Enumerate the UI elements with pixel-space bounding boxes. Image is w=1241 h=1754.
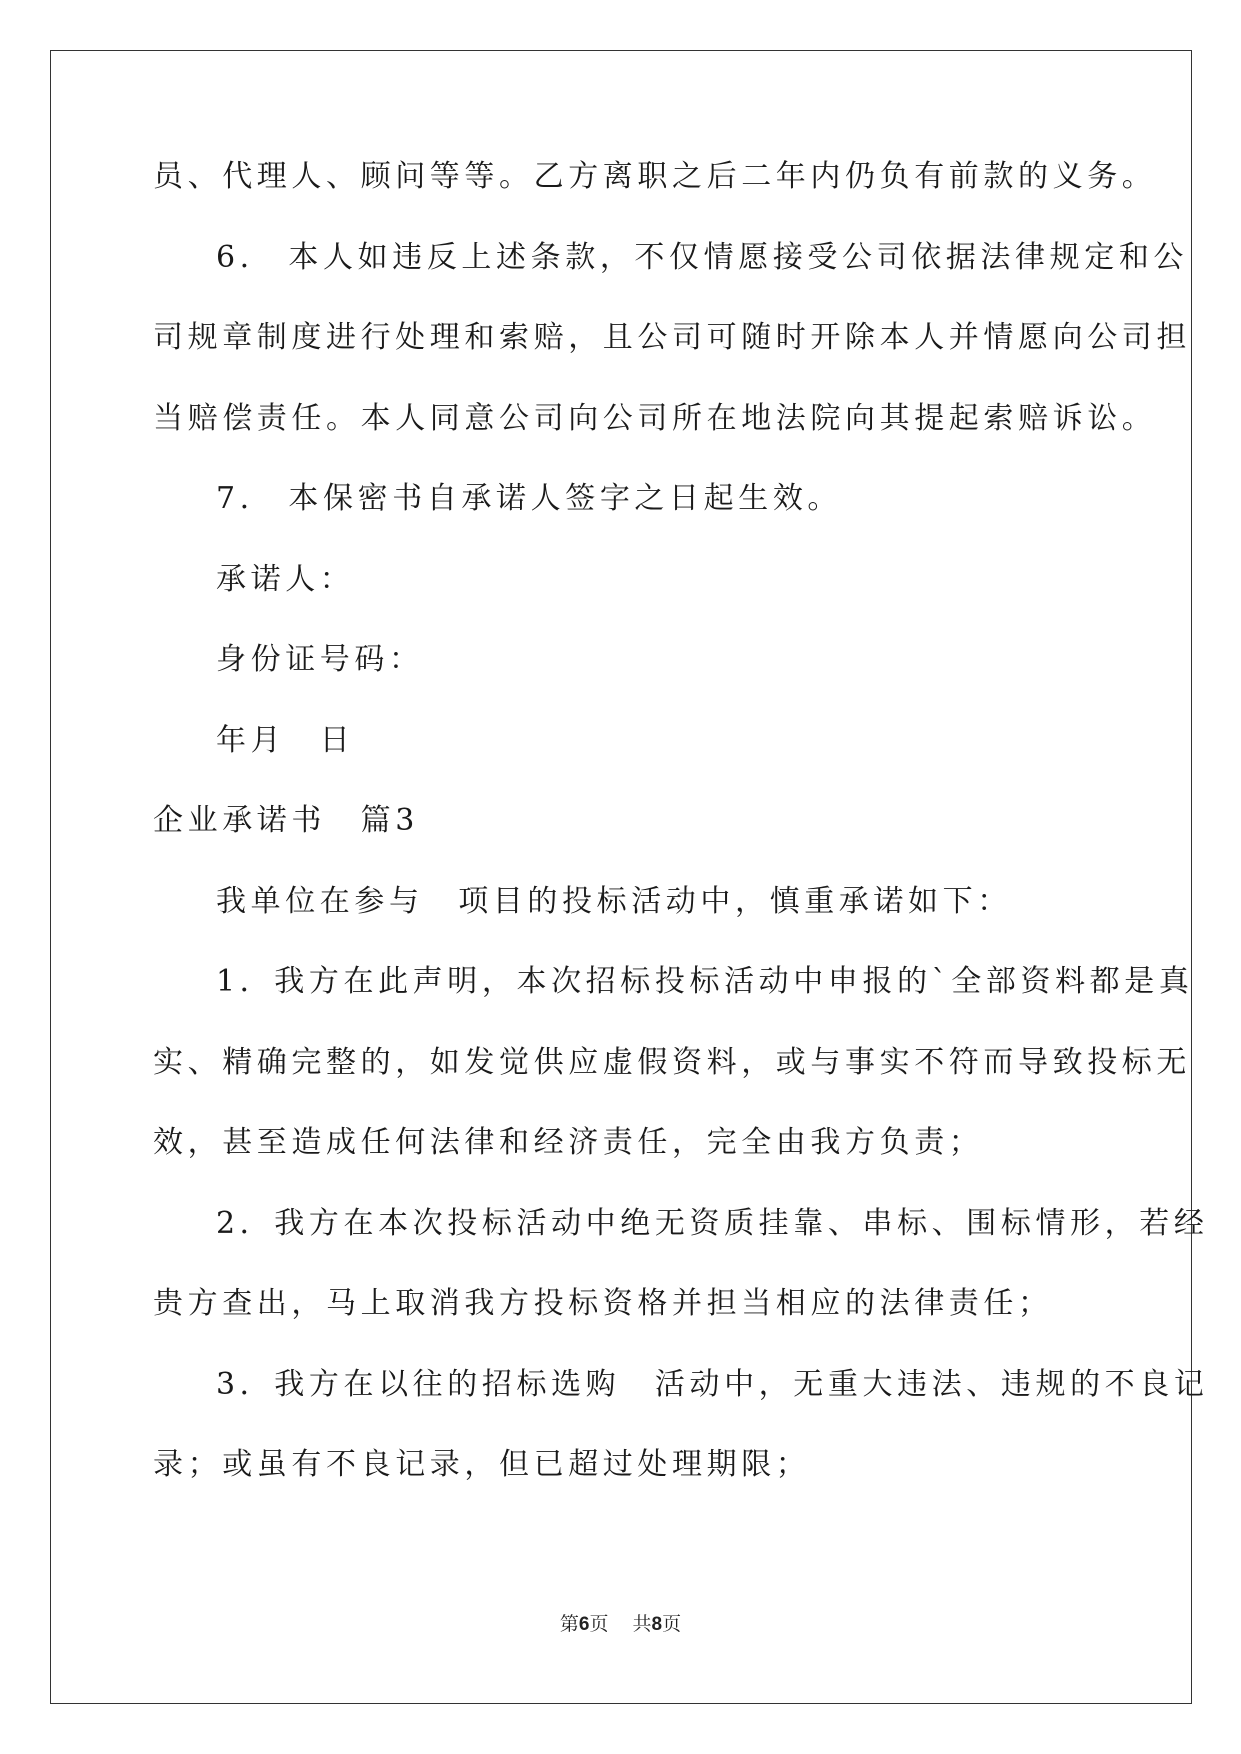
text-line: 司规章制度进行处理和索赔，且公司可随时开除本人并情愿向公司担 xyxy=(153,320,1191,355)
page-total: 8 xyxy=(651,1614,663,1635)
page-suffix: 页 xyxy=(589,1613,609,1635)
page-current: 6 xyxy=(578,1614,590,1635)
text-line: 年月 日 xyxy=(216,723,355,758)
text-line: 贵方查出，马上取消我方投标资格并担当相应的法律责任； xyxy=(153,1286,1053,1321)
text-line: 身份证号码： xyxy=(216,642,424,677)
section-heading: 企业承诺书 篇3 xyxy=(153,803,419,838)
text-line: 2．我方在本次投标活动中绝无资质挂靠、串标、围标情形，若经 xyxy=(216,1206,1209,1241)
total-suffix: 页 xyxy=(662,1613,682,1635)
text-line: 录；或虽有不良记录，但已超过处理期限； xyxy=(153,1447,811,1482)
text-line: 承诺人： xyxy=(216,562,355,597)
text-line: 实、精确完整的，如发觉供应虚假资料，或与事实不符而导致投标无 xyxy=(153,1045,1191,1080)
text-line: 效，甚至造成任何法律和经济责任，完全由我方负责； xyxy=(153,1125,984,1160)
total-prefix: 共 xyxy=(632,1613,652,1635)
text-line: 员、代理人、顾问等等。乙方离职之后二年内仍负有前款的义务。 xyxy=(153,159,1157,194)
text-line: 6. 本人如违反上述条款，不仅情愿接受公司依据法律规定和公 xyxy=(216,240,1189,275)
text-line: 当赔偿责任。本人同意公司向公司所在地法院向其提起索赔诉讼。 xyxy=(153,401,1157,436)
text-line: 3．我方在以往的招标选购 活动中，无重大违法、违规的不良记 xyxy=(216,1367,1209,1402)
text-line: 我单位在参与 项目的投标活动中，慎重承诺如下： xyxy=(216,884,1012,919)
text-line: 7. 本保密书自承诺人签字之日起生效。 xyxy=(216,481,843,516)
text-line: 1．我方在此声明，本次招标投标活动中申报的`全部资料都是真 xyxy=(216,964,1194,999)
page-footer xyxy=(0,1612,1241,1637)
page-prefix: 第 xyxy=(559,1613,579,1635)
